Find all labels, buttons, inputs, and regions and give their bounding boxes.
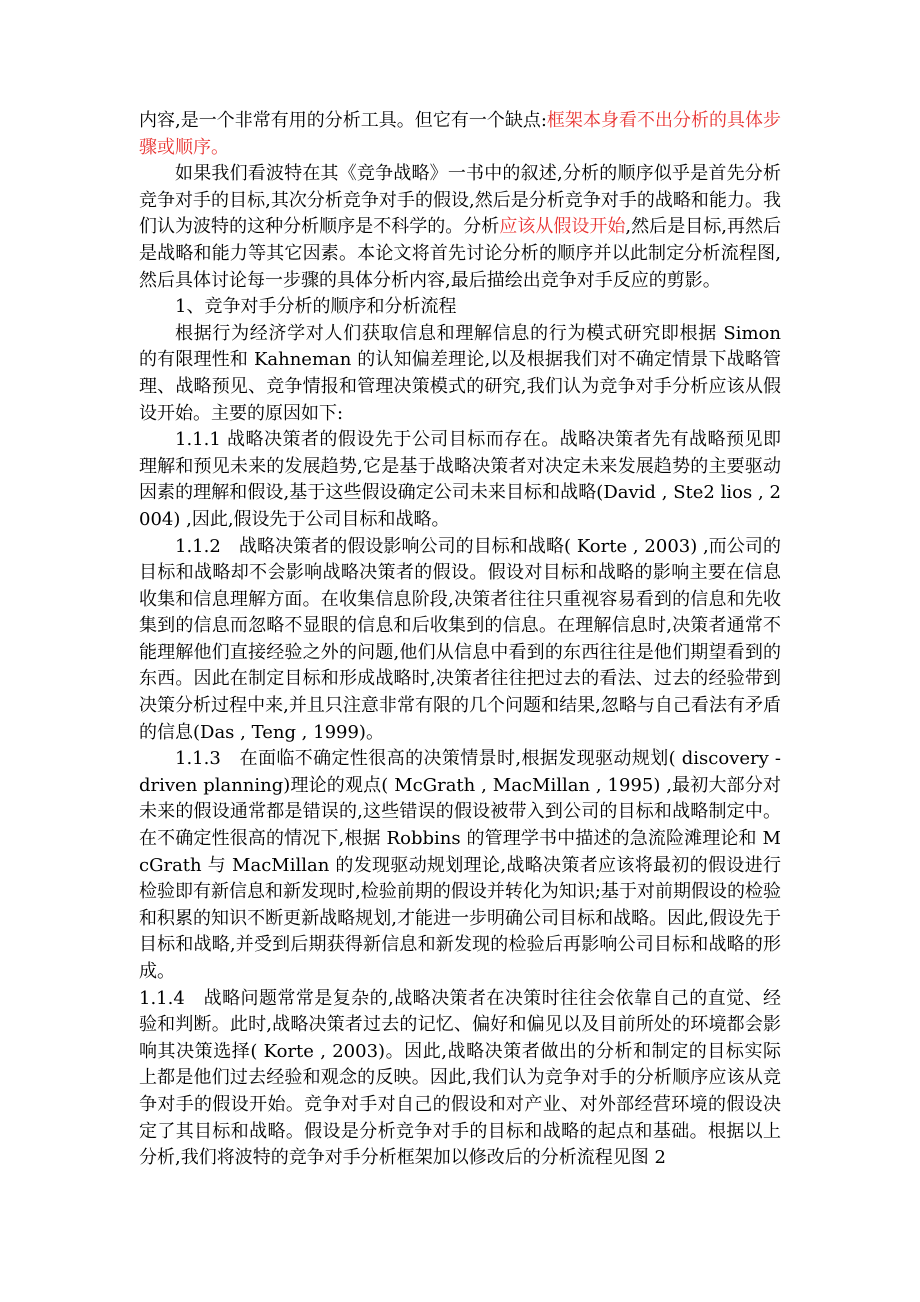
paragraph-1-1-1: 1.1.1 战略决策者的假设先于公司目标而存在。战略决策者先有战略预见即理解和预见未来的发展趋势,它是基于战略决策者对决定未来发展趋势的主要驱动因素的理解和假设,基于这些假设确定公司未来目标和战略(David , Ste2 lios , 2004) ,因此,假设先于公司目标和战略。 bbox=[139, 429, 781, 530]
paragraph-porter-text-a: 如果我们看波特在其《竞争战略》一书中的叙述,分析的顺序似乎是首先分析竞争对手的目标,其次分析竞争对手的假设,然后是分析竞争对手的战略和能力。我们认为波特的这种分析顺序是不科学的。分析 bbox=[139, 163, 781, 238]
paragraph-intro bbox=[139, 108, 781, 161]
paragraph-1-1-2: 1.1.2 战略决策者的假设影响公司的目标和战略( Korte , 2003) ,而公司的目标和战略却不会影响战略决策者的假设。假设对目标和战略的影响主要在信息收集和信息理解方面。在收集信息阶段,决策者往往只重视容易看到的信息和先收集到的信息而忽略不显眼的信息和后收集到的信息。在理解信息时,决策者通常不能理解他们直接经验之外的问题,他们从信息中看到的东西往往是他们期望看到的东西。因此在制定目标和形成战略时,决策者往往把过去的看法、过去的经验带到决策分析过程中来,并且只注意非常有限的几个问题和结果,忽略与自己看法有矛盾的信息(Das , Teng , 1999)。 bbox=[139, 535, 781, 743]
paragraph-1-1-3: 1.1.3 在面临不确定性很高的决策情景时,根据发现驱动规划( discovery -driven planning)理论的观点( McGrath , MacMillan , 1995) ,最初大部分对未来的假设通常都是错误的,这些错误的假设被带入到公司的目标和战略制定中。在不确定性很高的情况下,根据 Robbins 的管理学书中描述的急流险滩理论和 McGrath 与 MacMillan 的发现驱动规划理论,战略决策者应该将最初的假设进行检验即有新信息和新发现时,检验前期的假设并转化为知识;基于对前期假设的检验和积累的知识不断更新战略规划,才能进一步明确公司目标和战略。因此,假设先于目标和战略,并受到后期获得新信息和新发现的检验后再影响公司目标和战略的形成。 bbox=[139, 748, 781, 982]
highlight-text: 应该从假设开始 bbox=[499, 216, 626, 238]
paragraph-porter-text-b: ,然后是目标,再然后是战略和能力等其它因素。本论文将首先讨论分析的顺序并以此制定分析流程图,然后具体讨论每一步骤的具体分析内容,最后描绘出竞争对手反应的剪影。 bbox=[139, 216, 782, 291]
highlight-text: 框架本身看不出分析的具体步骤或顺序。 bbox=[139, 110, 781, 158]
paragraph-intro-text: 内容,是一个非常有用的分析工具。但它有一个缺点: bbox=[139, 110, 547, 131]
section-heading: 1、竞争对手分析的顺序和分析流程 bbox=[175, 296, 457, 318]
document-page bbox=[139, 108, 781, 1172]
paragraph-porter bbox=[139, 161, 781, 294]
paragraph-reasons: 根据行为经济学对人们获取信息和理解信息的行为模式研究即根据 Simon 的有限理性和 Kahneman 的认知偏差理论,以及根据我们对不确定情景下战略管理、战略预见、竞争情报和管理决策模式的研究,我们认为竞争对手分析应该从假设开始。主要的原因如下: bbox=[139, 322, 781, 424]
paragraph-1-1-4: 1.1.4 战略问题常常是复杂的,战略决策者在决策时往往会依靠自己的直觉、经验和判断。此时,战略决策者过去的记忆、偏好和偏见以及目前所处的环境都会影响其决策选择( Korte , 2003)。因此,战略决策者做出的分析和制定的目标实际上都是他们过去经验和观念的反映。因此,我们认为竞争对手的分析顺序应该从竞争对手的假设开始。竞争对手对自己的假设和对产业、对外部经营环境的假设决定了其目标和战略。假设是分析竞争对手的目标和战略的起点和基础。根据以上分析,我们将波特的竞争对手分析框架加以修改后的分析流程见图 2 bbox=[139, 987, 782, 1169]
